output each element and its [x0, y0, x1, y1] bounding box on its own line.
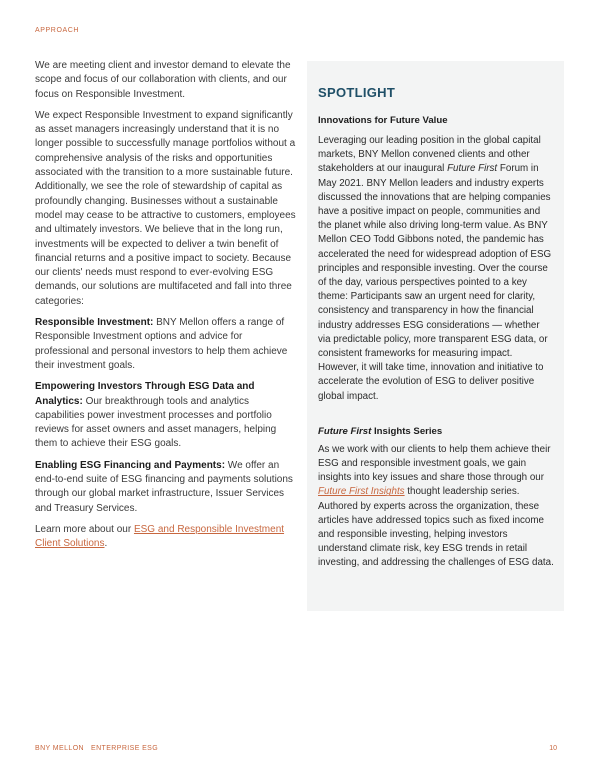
category-esg-financing — [35, 459, 297, 516]
left-column — [35, 59, 297, 559]
insights-subheading-emphasis: Future First — [318, 425, 372, 437]
insights-body-text: thought leadership series. Authored by experts across the organization, these articles have addressed topics such as fixed income and responsible investing, helping investors understand climate risk, key ESG trends in retail investing, and addressing the challenges of ESG data. — [318, 486, 554, 569]
future-first-insights-link[interactable]: Future First Insights — [318, 486, 405, 498]
spotlight-body-emphasis: Future First — [447, 163, 498, 175]
spotlight-box — [307, 61, 564, 611]
category-heading: Responsible Investment: — [35, 317, 154, 329]
spotlight-body — [318, 134, 554, 404]
body-paragraph: We expect Responsible Investment to expand significantly as asset managers increasingly understand that it is no longer possible to successfully manage portfolios without a comprehensive analysis of the risks and opportunities associated with the transition to a more sustainable future. Additionally, we see the role of stewardship of capital as profoundly changing. Businesses without a sustainable model may cease to be attractive to customers, employees and ultimately investors. We believe that in the long run, investments will be expected to deliver a twin benefit of financial returns and a positive impact to society. Because our clients' needs must respond to ever-evolving ESG demands, our solutions are multifaceted and fall into three categories: — [35, 109, 296, 307]
spotlight-body-text: Leveraging our leading position in the global capital markets, BNY Mellon convened clients and other stakeholders at our inaugural — [318, 135, 541, 175]
esg-solutions-link[interactable]: ESG and Responsible Investment Client Solutions — [35, 523, 285, 550]
learn-more-suffix: . — [104, 538, 108, 550]
learn-more-prefix: Learn more about our — [35, 523, 134, 535]
category-text: Our breakthrough tools and analytics capabilities power investment processes and portfolio reviews for asset owners and asset managers, helping them to achieve their ESG goals. — [35, 395, 277, 450]
spotlight-subheading: Innovations for Future Value — [318, 115, 448, 126]
learn-more — [35, 523, 297, 552]
category-heading: Empowering Investors Through ESG Data and Analytics: — [35, 381, 255, 407]
category-heading: Enabling ESG Financing and Payments: — [35, 459, 226, 471]
insights-body — [318, 443, 554, 571]
spotlight-body-text: Forum in May 2021. BNY Mellon leaders and industry experts discussed the innovations that are helping companies have a positive impact on people, communities and the planet while also driving long-term value. As BNY Mellon CEO Todd Gibbons noted, the pandemic has accelerated the need for widespread adoption of ESG principles and responsible investing. Over the course of the day, various perspectives pointed to a key theme: Participants saw an urgent need for clarity, consistency and transparency in how the financial industry addresses ESG considerations — whether via predictable policy, more transparent ESG data, or consistent frameworks for measuring impact. However, it will take time, innovation and initiative to accelerate the evolution of ESG to deliver positive global impact. — [318, 163, 552, 402]
intro-paragraph: We are meeting client and investor demand to elevate the scope and focus of our collaboration with clients, and our focus on Responsible Investment. — [35, 60, 291, 100]
insights-body-text: As we work with our clients to help them achieve their ESG and responsible investment goals, we gain insights into key issues and share those through our — [318, 443, 551, 484]
category-text: We offer an end-to-end suite of ESG financing and payments solutions through our global market infrastructure, Issuer Services and Treasury Services. — [35, 459, 293, 514]
section-label: APPROACH — [35, 27, 80, 34]
category-esg-data — [35, 380, 297, 451]
footer-brand: BNY MELLON ENTERPRISE ESG — [35, 745, 159, 752]
insights-subheading-text: Insights Series — [371, 425, 443, 437]
category-responsible-investment — [35, 316, 297, 373]
page-number: 10 — [549, 745, 557, 752]
category-text: BNY Mellon offers a range of Responsible Investment options and advice for professional and personal investors to help them achieve their investment goals. — [35, 317, 288, 371]
spotlight-title: SPOTLIGHT — [318, 85, 396, 100]
insights-subheading — [318, 426, 554, 437]
